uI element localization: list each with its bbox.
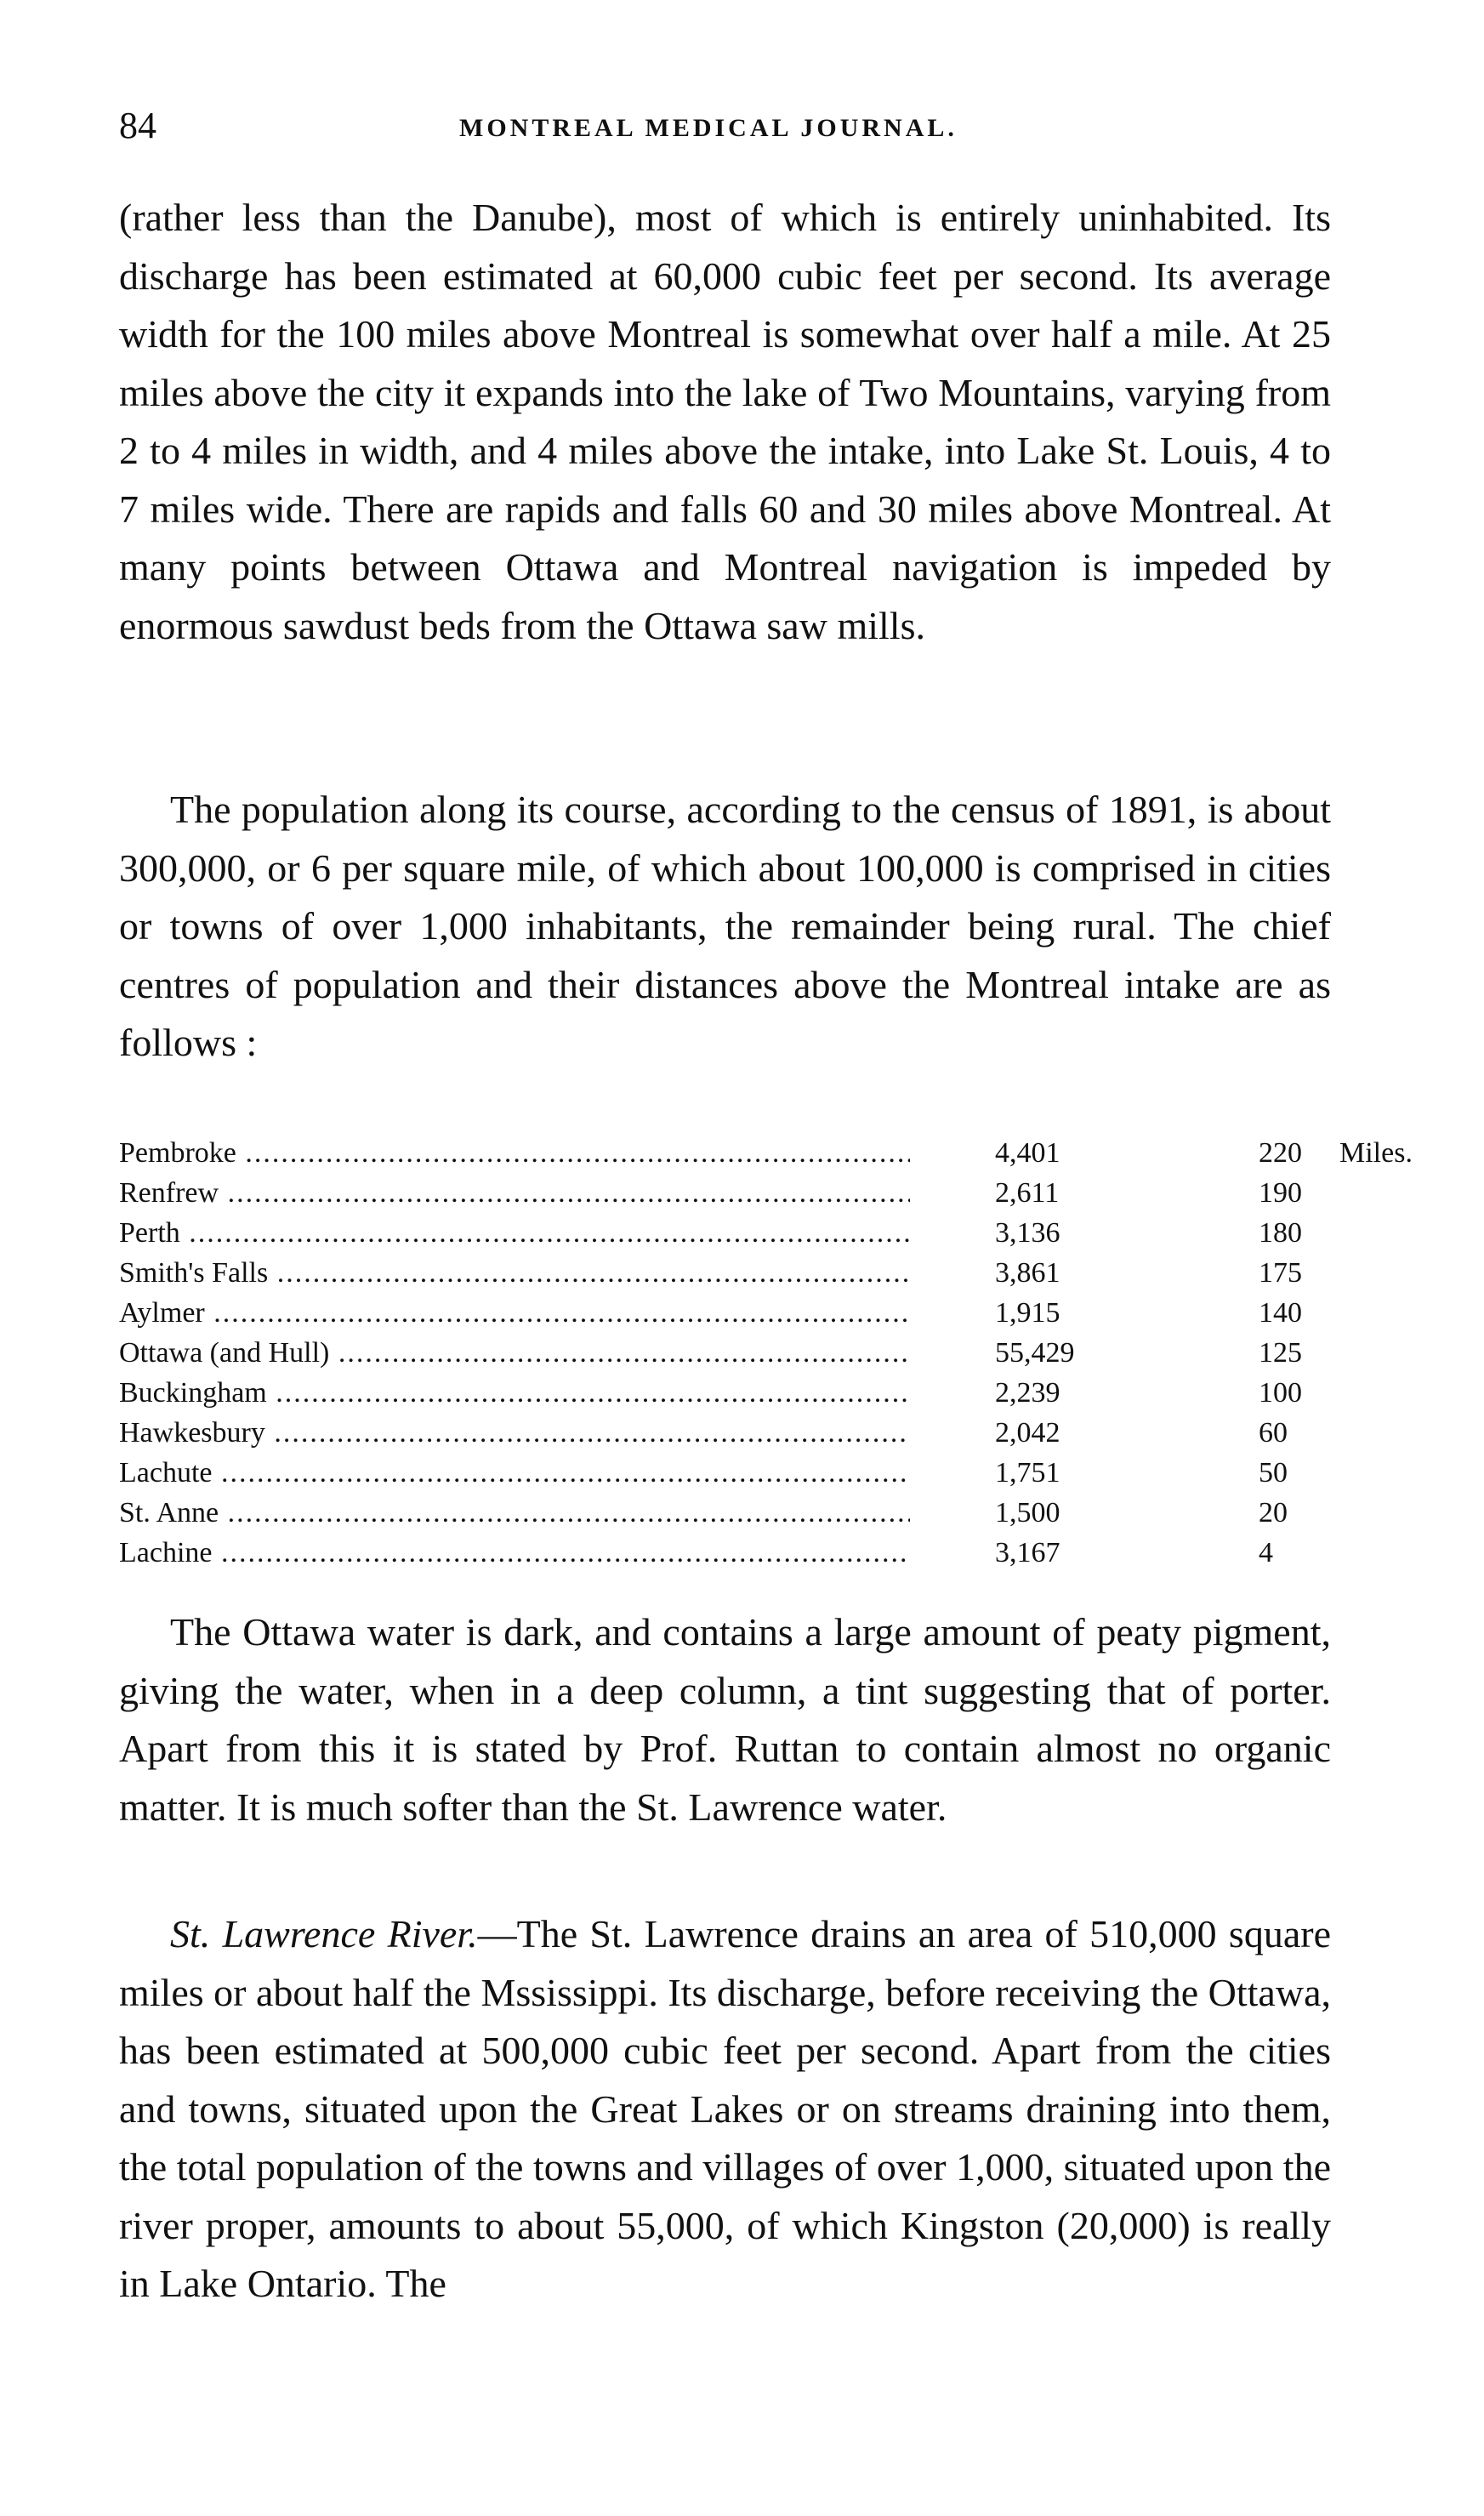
- place-name: Buckingham .....: [119, 1373, 910, 1413]
- paragraph-st-lawrence: [119, 1905, 1331, 2314]
- population-value: 3,167: [995, 1537, 1060, 1568]
- population-value: 3,861: [995, 1257, 1060, 1289]
- place-name: Pembroke .....: [119, 1133, 910, 1173]
- distance-value: 140: [1259, 1297, 1302, 1329]
- distance-value: 125: [1259, 1337, 1302, 1369]
- population-value: 1,915: [995, 1297, 1060, 1329]
- paragraph-ottawa-description: [119, 189, 1331, 655]
- distance-unit: Miles.: [1339, 1137, 1413, 1169]
- place-name: Perth .....: [119, 1213, 910, 1253]
- paragraph-water-quality: [119, 1603, 1331, 1836]
- section-heading: St. Lawrence River.: [170, 1912, 478, 1955]
- page-number: 84: [119, 105, 156, 146]
- table-row: [119, 1493, 1335, 1533]
- section-body: —The St. Lawrence drains an area of 510,000 square miles or about half the Mssissippi. Its discharge, before receiving the Ottawa, has been estimated at 500,000 cubic feet per second. Apart from the cities and towns, situated upon the Great Lakes or on streams draining into them, the total population of the towns and villages of over 1,000, situated upon the river proper, amounts to about 55,000, of which Kingston (20,000) is really in Lake Ontario. The: [119, 1912, 1331, 2305]
- distance-value: 175: [1259, 1257, 1302, 1289]
- running-head: MONTREAL MEDICAL JOURNAL.: [459, 114, 958, 142]
- distance-value: 100: [1259, 1377, 1302, 1409]
- distance-value: 220: [1259, 1137, 1302, 1169]
- table-row: [119, 1333, 1335, 1373]
- population-value: 2,239: [995, 1377, 1060, 1409]
- population-value: 1,751: [995, 1457, 1060, 1489]
- population-value: 2,611: [995, 1177, 1060, 1209]
- paragraph-text: The Ottawa water is dark, and contains a large amount of peaty pigment, giving the water, when in a deep column, a tint suggesting that of porter. Apart from this it is stated by Prof. Ruttan to contain almost no organic matter. It is much softer than the St. Lawrence water.: [119, 1610, 1331, 1829]
- place-name: St. Anne .....: [119, 1493, 910, 1533]
- population-value: 1,500: [995, 1497, 1060, 1528]
- place-name: Lachute .....: [119, 1453, 910, 1493]
- table-row: [119, 1293, 1335, 1333]
- population-table: [119, 1133, 1413, 1573]
- distance-value: 20: [1259, 1497, 1288, 1528]
- place-name: Hawkesbury .....: [119, 1413, 910, 1453]
- place-name: Renfrew .....: [119, 1173, 910, 1213]
- paragraph-text: The population along its course, according to the census of 1891, is about 300,000, or 6 per square mile, of which about 100,000 is comprised in cities or towns of over 1,000 inhabitants, the remainder being rural. The chief centres of population and their distances above the Montreal intake are as follows :: [119, 788, 1331, 1064]
- table-row: [119, 1213, 1335, 1253]
- place-name: Smith's Falls .....: [119, 1253, 910, 1293]
- distance-value: 180: [1259, 1217, 1302, 1249]
- place-name: Ottawa (and Hull) .....: [119, 1333, 910, 1373]
- table-row: [119, 1533, 1335, 1573]
- paragraph-population: [119, 781, 1331, 1073]
- population-value: 3,136: [995, 1217, 1060, 1249]
- table-row: [119, 1173, 1335, 1213]
- page-header: [119, 100, 1335, 160]
- distance-value: 4: [1259, 1537, 1273, 1568]
- paragraph-text: [119, 1905, 1331, 2314]
- table-row: [119, 1413, 1335, 1453]
- population-value: 2,042: [995, 1417, 1060, 1449]
- place-name: Lachine .....: [119, 1533, 910, 1573]
- table-row: [119, 1253, 1335, 1293]
- population-value: 55,429: [995, 1337, 1075, 1369]
- paragraph-text: (rather less than the Danube), most of which is entirely uninhabited. Its discharge has been estimated at 60,000 cubic feet per second. Its average width for the 100 miles above Montreal is somewhat over half a mile. At 25 miles above the city it expands into the lake of Two Mountains, varying from 2 to 4 miles in width, and 4 miles above the intake, into Lake St. Louis, 4 to 7 miles wide. There are rapids and falls 60 and 30 miles above Montreal. At many points between Ottawa and Montreal navigation is impeded by enormous sawdust beds from the Ottawa saw mills.: [119, 196, 1331, 647]
- population-value: 4,401: [995, 1137, 1060, 1169]
- place-name: Aylmer .....: [119, 1293, 910, 1333]
- table-row: [119, 1453, 1335, 1493]
- distance-value: 190: [1259, 1177, 1302, 1209]
- distance-value: 60: [1259, 1417, 1288, 1449]
- distance-value: 50: [1259, 1457, 1288, 1489]
- table-row: [119, 1373, 1335, 1413]
- table-row: [119, 1133, 1413, 1173]
